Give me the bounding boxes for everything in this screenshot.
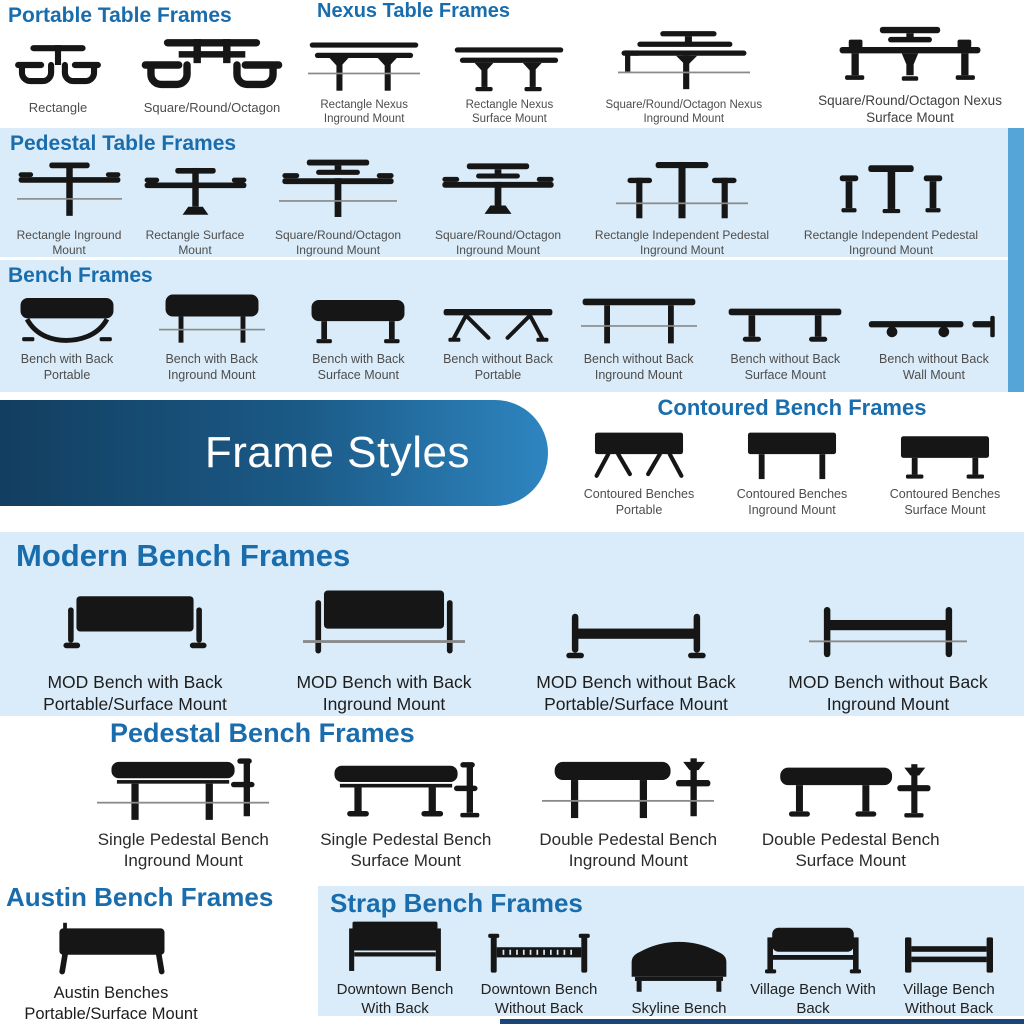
frame-item: [740, 761, 963, 872]
frame-item: [149, 290, 275, 383]
frame-item: [577, 294, 701, 383]
frame-item-label: Square/Round/Octagon Inground Mount: [434, 228, 562, 257]
bench-noback-portable-icon: [442, 302, 554, 348]
section-portable-table-frames: [8, 4, 298, 116]
pedestal-rectangle-surface-icon: [143, 162, 248, 224]
frame-item-label: Square/Round/Octagon Nexus Inground Mount: [605, 99, 763, 126]
downtown-noback-icon: [484, 931, 594, 977]
frame-item: [16, 582, 254, 716]
frame-item-label: Bench without Back Portable: [443, 352, 553, 382]
frame-item-label: Bench with Back Surface Mount: [312, 352, 405, 382]
frame-item-label: Downtown Bench Without Back: [480, 981, 598, 1017]
frame-item: [6, 921, 216, 1024]
frame-item: [514, 604, 758, 716]
nexus-rectangle-surface-icon: [453, 42, 565, 94]
frame-item: [768, 598, 1008, 716]
frame-item-label: MOD Bench with Back Portable/Surface Mount: [43, 672, 227, 714]
frame-item-label: Double Pedestal Bench Surface Mount: [761, 830, 940, 871]
nexus-square-surface-icon: [831, 25, 989, 89]
frame-item-label: Bench with Back Inground Mount: [165, 352, 258, 382]
double-pedestal-surface-icon: [768, 761, 934, 825]
frame-item: [596, 28, 773, 127]
section-title: Bench Frames: [8, 264, 153, 287]
frame-item-label: Rectangle Nexus Surface Mount: [465, 99, 554, 126]
frame-item-label: Bench with Back Portable: [20, 352, 114, 382]
frame-item-label: Bench without Back Wall Mount: [879, 352, 989, 382]
frame-item: [297, 296, 419, 383]
frame-item-label: Bench without Back Inground Mount: [583, 352, 694, 382]
section-title: Contoured Bench Frames: [657, 395, 927, 420]
frame-item: [790, 162, 992, 258]
section-pedestal-table-frames: [0, 128, 1024, 257]
nexus-rectangle-inground-icon: [308, 34, 420, 94]
section-title: Modern Bench Frames: [16, 538, 351, 573]
independent-pedestal-inground-icon: [616, 158, 748, 224]
section-title: Portable Table Frames: [8, 4, 232, 27]
contoured-inground-icon: [738, 427, 846, 483]
frame-item-label: Village Bench Without Back: [903, 981, 995, 1017]
frame-item: [723, 304, 847, 383]
frame-item-label: Contoured Benches Portable: [583, 487, 695, 517]
frame-item: [872, 431, 1018, 518]
frame-item-label: Rectangle: [28, 100, 88, 115]
frame-item: [517, 755, 740, 872]
double-pedestal-inground-icon: [542, 755, 714, 825]
village-back-icon: [761, 925, 865, 977]
frame-item: [470, 931, 608, 1019]
bench-noback-wall-icon: [867, 314, 1001, 348]
section-title: Pedestal Bench Frames: [110, 718, 415, 748]
frame-item-label: Square/Round/Octagon Nexus Surface Mount: [818, 93, 1002, 125]
mod-back-portable-icon: [56, 582, 214, 668]
frame-item: [582, 158, 782, 258]
section-bench-frames: [0, 260, 1024, 392]
frame-item-label: Village Bench With Back: [750, 981, 876, 1017]
austin-bench-icon: [50, 921, 172, 979]
bench-back-portable-icon: [14, 292, 120, 348]
frame-item-label: Rectangle Inground Mount: [16, 228, 122, 257]
frame-item: [618, 936, 740, 1019]
single-pedestal-inground-icon: [97, 755, 269, 825]
bottom-edge-bar: [500, 1019, 1024, 1024]
section-strap-bench-frames: [318, 886, 1024, 1016]
frame-item-label: Contoured Benches Inground Mount: [736, 487, 848, 517]
section-title: Pedestal Table Frames: [10, 132, 237, 155]
frame-item-label: Rectangle Surface Mount: [145, 228, 245, 257]
mod-noback-portable-icon: [557, 604, 715, 668]
frame-item: [8, 292, 126, 383]
portable-table-square-icon: [138, 34, 286, 96]
frame-item-label: Rectangle Independent Pedestal Inground Mount: [803, 228, 979, 257]
frame-item: [886, 933, 1012, 1019]
pedestal-square-surface-icon: [439, 160, 557, 224]
section-title: Austin Bench Frames: [6, 882, 274, 912]
skyline-bench-icon: [625, 936, 733, 996]
section-title: Nexus Table Frames: [317, 0, 511, 22]
downtown-back-icon: [344, 919, 446, 977]
pedestal-rectangle-inground-icon: [17, 156, 122, 224]
banner-title: Frame Styles: [204, 428, 470, 477]
right-edge-strip: [1008, 128, 1024, 392]
frame-styles-banner: [0, 400, 548, 506]
bench-noback-surface-icon: [727, 304, 843, 348]
frame-item-label: Single Pedestal Bench Inground Mount: [97, 830, 269, 871]
frame-item-label: MOD Bench with Back Inground Mount: [296, 672, 472, 714]
single-pedestal-surface-icon: [320, 759, 492, 825]
frame-item-label: Square/Round/Octagon Inground Mount: [274, 228, 402, 257]
bench-back-inground-icon: [159, 290, 265, 348]
bench-noback-inground-icon: [581, 294, 697, 348]
frame-item: [136, 162, 254, 258]
frame-item: [295, 759, 518, 872]
frame-item: [422, 160, 574, 258]
section-title: Strap Bench Frames: [330, 888, 583, 918]
nexus-square-inground-icon: [618, 28, 750, 94]
frame-item: [566, 427, 712, 518]
frame-item: [72, 755, 295, 872]
frame-item-label: MOD Bench without Back Inground Mount: [788, 672, 988, 714]
pedestal-square-inground-icon: [279, 156, 397, 224]
frame-item: [719, 427, 865, 518]
frame-item-label: Double Pedestal Bench Inground Mount: [539, 830, 718, 871]
frame-item: [870, 314, 998, 383]
section-pedestal-bench-frames: [0, 718, 1024, 872]
frame-item: [10, 156, 128, 258]
frame-item-label: Square/Round/Octagon: [143, 100, 281, 115]
frame-item: [796, 25, 1024, 127]
section-nexus-table-frames: [305, 0, 1024, 127]
frame-item: [750, 925, 876, 1019]
frame-item-label: MOD Bench without Back Portable/Surface Mount: [536, 672, 736, 714]
independent-pedestal-surface-icon: [828, 162, 954, 224]
frame-item-label: Rectangle Nexus Inground Mount: [320, 99, 408, 126]
portable-table-rectangle-icon: [12, 34, 104, 96]
frame-item: [330, 919, 460, 1019]
frame-item: [264, 576, 504, 716]
frame-item-label: Contoured Benches Surface Mount: [889, 487, 1001, 517]
section-contoured-bench-frames: [560, 395, 1024, 518]
frame-item-label: Skyline Bench: [631, 999, 727, 1017]
frame-item-label: Single Pedestal Bench Surface Mount: [320, 830, 492, 871]
frame-item: [262, 156, 414, 258]
mod-back-inground-icon: [303, 576, 465, 668]
frame-item-label: Bench without Back Surface Mount: [730, 352, 841, 382]
contoured-portable-icon: [585, 427, 693, 483]
frame-item: [305, 34, 423, 127]
frame-item: [8, 34, 108, 116]
frame-item-label: Downtown Bench With Back: [336, 981, 454, 1017]
bench-back-surface-icon: [305, 296, 411, 348]
mod-noback-inground-icon: [809, 598, 967, 668]
frame-item: [128, 34, 296, 116]
village-noback-icon: [897, 933, 1001, 977]
contoured-surface-icon: [891, 431, 999, 483]
frame-item: [442, 302, 554, 383]
section-modern-bench-frames: [0, 532, 1024, 716]
section-austin-bench-frames: [6, 882, 311, 1024]
frame-item: [447, 42, 571, 127]
frame-item-label: Austin Benches Portable/Surface Mount: [24, 984, 198, 1023]
frame-item-label: Rectangle Independent Pedestal Inground Mount: [594, 228, 770, 257]
